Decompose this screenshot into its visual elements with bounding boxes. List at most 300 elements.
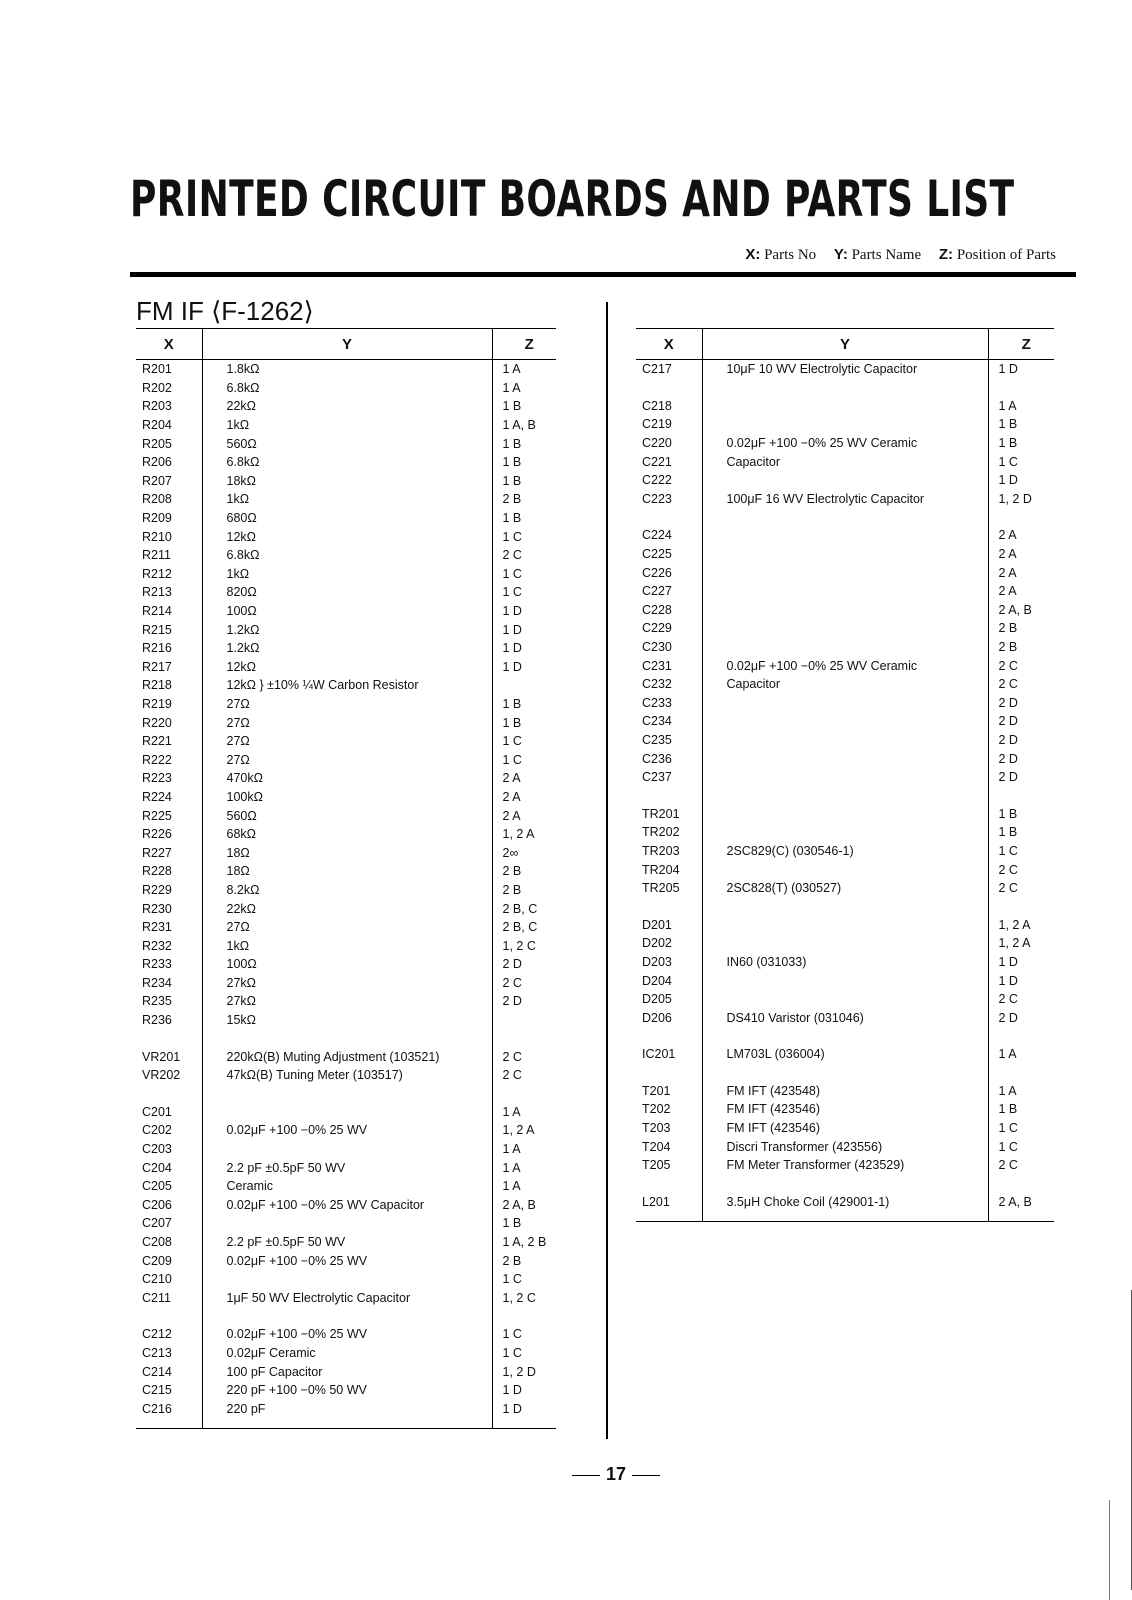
part-position: 1 A xyxy=(492,1177,556,1196)
part-position: 2 B xyxy=(988,638,1054,657)
part-position: 1 A, 2 B xyxy=(492,1233,556,1252)
table-row xyxy=(136,527,556,546)
part-name xyxy=(702,526,988,545)
header-rule xyxy=(130,272,1076,277)
part-name: 3.5μH Choke Coil (429001-1) xyxy=(702,1193,988,1212)
part-position: 2 A xyxy=(988,563,1054,582)
part-name: Discri Transformer (423556) xyxy=(702,1137,988,1156)
part-name: 27Ω xyxy=(202,713,492,732)
part-number: TR203 xyxy=(642,843,680,858)
parts-table-left xyxy=(136,328,556,1429)
part-position: 1 A, B xyxy=(492,416,556,435)
part-position: 1 D xyxy=(988,953,1054,972)
part-position: 1, 2 C xyxy=(492,1289,556,1308)
part-position: 1 D xyxy=(988,360,1054,379)
part-position: 2 C xyxy=(988,1156,1054,1175)
table-row xyxy=(136,1381,556,1400)
table-row xyxy=(136,397,556,416)
part-name: 22kΩ xyxy=(202,397,492,416)
table-row xyxy=(636,1082,1054,1101)
part-name xyxy=(702,971,988,990)
part-number xyxy=(136,1029,202,1047)
part-number: C208 xyxy=(142,1235,172,1250)
table-row xyxy=(136,732,556,751)
part-number: R236 xyxy=(142,1013,172,1028)
part-number: R215 xyxy=(142,622,172,637)
part-position: 2 A xyxy=(988,582,1054,601)
part-number: C220 xyxy=(642,436,672,451)
part-number: C203 xyxy=(142,1142,172,1157)
table-row xyxy=(136,1085,556,1103)
table-row xyxy=(136,658,556,677)
part-number: R207 xyxy=(142,473,172,488)
part-number: C212 xyxy=(142,1327,172,1342)
part-position: 1, 2 A xyxy=(988,915,1054,934)
part-name: 6.8kΩ xyxy=(202,546,492,565)
part-number: R212 xyxy=(142,566,172,581)
part-number: C217 xyxy=(642,362,672,377)
table-row xyxy=(636,619,1054,638)
table-row xyxy=(636,434,1054,453)
part-position: 2 C xyxy=(988,656,1054,675)
part-position: 1 D xyxy=(988,971,1054,990)
part-number: R229 xyxy=(142,882,172,897)
part-number: C202 xyxy=(142,1123,172,1138)
part-position: 2 A xyxy=(492,769,556,788)
part-name xyxy=(202,1103,492,1122)
part-position: 1, 2 D xyxy=(988,490,1054,509)
part-position: 1 B xyxy=(492,713,556,732)
part-number: R211 xyxy=(142,548,171,563)
part-position: 2 B xyxy=(492,881,556,900)
part-number: C228 xyxy=(642,602,672,617)
part-position: 2 A xyxy=(988,526,1054,545)
part-position: 2 D xyxy=(492,955,556,974)
part-number xyxy=(636,786,702,804)
part-name: Capacitor xyxy=(702,675,988,694)
part-number: C213 xyxy=(142,1345,172,1360)
part-number: T203 xyxy=(642,1121,671,1136)
table-row xyxy=(636,768,1054,787)
part-position: 1, 2 A xyxy=(492,1121,556,1140)
part-position: 1, 2 A xyxy=(492,825,556,844)
part-name: 1kΩ xyxy=(202,565,492,584)
part-position xyxy=(492,1307,556,1325)
part-position: 1 C xyxy=(492,1344,556,1363)
part-name xyxy=(702,471,988,490)
part-position: 1 A xyxy=(492,1158,556,1177)
part-name: 15kΩ xyxy=(202,1011,492,1030)
part-position: 1, 2 C xyxy=(492,936,556,955)
table-row xyxy=(136,620,556,639)
part-position: 1 B xyxy=(492,453,556,472)
part-number: VR201 xyxy=(142,1049,181,1064)
table-row xyxy=(136,750,556,769)
part-position: 1 B xyxy=(988,1100,1054,1119)
part-number: C201 xyxy=(142,1104,172,1119)
part-number: R226 xyxy=(142,827,172,842)
part-number: C226 xyxy=(642,565,672,580)
page-number: 17 xyxy=(566,1464,666,1485)
table-row xyxy=(136,1196,556,1215)
table-row xyxy=(636,490,1054,509)
part-position: 1 B xyxy=(492,695,556,714)
part-position: 1 C xyxy=(988,452,1054,471)
part-number: C235 xyxy=(642,732,672,747)
part-number: C223 xyxy=(642,491,672,506)
part-name: 100μF 16 WV Electrolytic Capacitor xyxy=(702,490,988,509)
part-name xyxy=(702,731,988,750)
table-row xyxy=(636,1175,1054,1193)
part-name: 68kΩ xyxy=(202,825,492,844)
part-position: 1 A xyxy=(492,379,556,398)
part-name: 820Ω xyxy=(202,583,492,602)
part-name: FM IFT (423548) xyxy=(702,1082,988,1101)
part-position: 2 A, B xyxy=(988,1193,1054,1212)
table-bottom-cell xyxy=(702,1211,988,1222)
table-row xyxy=(136,1251,556,1270)
table-row xyxy=(636,379,1054,397)
part-name xyxy=(702,915,988,934)
part-position: 1 A xyxy=(988,1082,1054,1101)
part-position: 2 D xyxy=(492,992,556,1011)
part-number xyxy=(636,1027,702,1045)
table-row xyxy=(636,452,1054,471)
table-row xyxy=(136,565,556,584)
table-row xyxy=(136,639,556,658)
part-number: C211 xyxy=(142,1290,171,1305)
part-name xyxy=(202,1085,492,1103)
part-number: R219 xyxy=(142,696,172,711)
table-row xyxy=(136,490,556,509)
part-position: 2 C xyxy=(492,546,556,565)
part-number xyxy=(136,1307,202,1325)
part-name: 1kΩ xyxy=(202,490,492,509)
part-number: R218 xyxy=(142,678,172,693)
part-number: TR202 xyxy=(642,825,680,840)
part-number: D202 xyxy=(642,936,672,951)
table-row xyxy=(136,695,556,714)
part-number: D203 xyxy=(642,954,672,969)
part-name xyxy=(702,415,988,434)
legend-y-key: Y: xyxy=(833,246,848,263)
part-number: VR202 xyxy=(142,1068,181,1083)
part-name: 27kΩ xyxy=(202,992,492,1011)
part-name: 560Ω xyxy=(202,806,492,825)
part-name: 0.02μF +100 −0% 25 WV Capacitor xyxy=(202,1196,492,1215)
part-name xyxy=(702,1027,988,1045)
scan-edge xyxy=(1109,1500,1110,1600)
part-number: C218 xyxy=(642,398,672,413)
part-position xyxy=(988,508,1054,526)
part-number xyxy=(636,379,702,397)
part-name: 0.02μF Ceramic xyxy=(202,1344,492,1363)
part-number: C230 xyxy=(642,640,672,655)
part-number xyxy=(636,508,702,526)
part-number: R205 xyxy=(142,436,172,451)
section-title: FM IF ⟨F-1262⟩ xyxy=(136,296,314,326)
part-position: 1 D xyxy=(988,471,1054,490)
part-name: 1kΩ xyxy=(202,416,492,435)
part-name xyxy=(702,712,988,731)
part-position: 2 C xyxy=(988,675,1054,694)
table-row xyxy=(636,656,1054,675)
part-number: R228 xyxy=(142,864,172,879)
part-position: 1 C xyxy=(492,1325,556,1344)
part-name xyxy=(702,508,988,526)
table-row xyxy=(636,526,1054,545)
part-number: R233 xyxy=(142,957,172,972)
part-name xyxy=(702,619,988,638)
part-number: C229 xyxy=(642,621,672,636)
table-row xyxy=(136,788,556,807)
table-row xyxy=(636,563,1054,582)
part-number: C206 xyxy=(142,1197,172,1212)
table-row xyxy=(136,1325,556,1344)
part-position: 1 C xyxy=(492,583,556,602)
part-name xyxy=(702,786,988,804)
part-name: 1μF 50 WV Electrolytic Capacitor xyxy=(202,1289,492,1308)
part-position: 2 C xyxy=(988,990,1054,1009)
table-row xyxy=(136,1362,556,1381)
part-position: 1 B xyxy=(988,804,1054,823)
table-row xyxy=(136,472,556,491)
col-header-y: Y xyxy=(202,329,492,360)
part-name xyxy=(702,1064,988,1082)
part-number: T201 xyxy=(642,1083,671,1098)
part-number: R223 xyxy=(142,771,172,786)
part-position: 1 A xyxy=(492,360,556,379)
table-row xyxy=(636,731,1054,750)
part-number: C209 xyxy=(142,1253,172,1268)
part-number: C232 xyxy=(642,677,672,692)
table-row xyxy=(136,1029,556,1047)
part-number: C224 xyxy=(642,528,672,543)
part-name xyxy=(702,990,988,1009)
parts-table-right xyxy=(636,328,1054,1222)
part-name: 100kΩ xyxy=(202,788,492,807)
part-position: 1 C xyxy=(492,527,556,546)
part-number: C225 xyxy=(642,547,672,562)
part-name xyxy=(702,804,988,823)
part-number: C210 xyxy=(142,1272,172,1287)
part-position: 2 C xyxy=(492,974,556,993)
part-name xyxy=(702,379,988,397)
table-row xyxy=(636,823,1054,842)
part-number: C233 xyxy=(642,695,672,710)
part-position: 2 A xyxy=(492,806,556,825)
table-row xyxy=(636,397,1054,416)
part-position: 1 C xyxy=(492,732,556,751)
part-name xyxy=(702,860,988,879)
table-row xyxy=(636,879,1054,898)
table-row xyxy=(636,601,1054,620)
part-number: C215 xyxy=(142,1383,172,1398)
part-number: R217 xyxy=(142,659,172,674)
part-number: C222 xyxy=(642,473,672,488)
table-bottom-rule xyxy=(136,1418,556,1429)
part-name xyxy=(202,1214,492,1233)
table-row xyxy=(136,1344,556,1363)
table-row xyxy=(636,1100,1054,1119)
part-name xyxy=(702,694,988,713)
part-position: 2 D xyxy=(988,1008,1054,1027)
part-position: 2 D xyxy=(988,768,1054,787)
parts-table-left-body xyxy=(136,360,556,1429)
part-position: 2 D xyxy=(988,694,1054,713)
part-name: 27Ω xyxy=(202,732,492,751)
part-name: 0.02μF +100 −0% 25 WV Ceramic xyxy=(702,656,988,675)
part-name: 100 pF Capacitor xyxy=(202,1362,492,1381)
legend-x-text: Parts No xyxy=(764,247,817,263)
table-row xyxy=(636,1064,1054,1082)
part-name: 0.02μF +100 −0% 25 WV xyxy=(202,1325,492,1344)
part-number: R203 xyxy=(142,399,172,414)
table-row xyxy=(136,602,556,621)
part-name xyxy=(702,601,988,620)
part-name: 1.8kΩ xyxy=(202,360,492,379)
part-position: 2 C xyxy=(492,1066,556,1085)
table-row xyxy=(136,453,556,472)
part-name: Capacitor xyxy=(702,452,988,471)
part-name xyxy=(202,1307,492,1325)
table-row xyxy=(136,546,556,565)
table-row xyxy=(636,545,1054,564)
part-number: R202 xyxy=(142,380,172,395)
table-row xyxy=(136,1399,556,1418)
table-bottom-cell xyxy=(136,1418,202,1429)
part-number: R221 xyxy=(142,734,172,749)
part-name xyxy=(202,1270,492,1289)
table-row xyxy=(136,1233,556,1252)
part-position xyxy=(492,1011,556,1030)
part-position: 1 B xyxy=(988,415,1054,434)
part-position: 2 D xyxy=(988,749,1054,768)
part-position: 2∞ xyxy=(492,843,556,862)
part-number: C231 xyxy=(642,658,672,673)
part-number xyxy=(136,1085,202,1103)
table-row xyxy=(136,1177,556,1196)
part-position: 2 B xyxy=(988,619,1054,638)
part-name: 220 pF xyxy=(202,1399,492,1418)
table-row xyxy=(636,990,1054,1009)
table-row xyxy=(136,1214,556,1233)
part-name: 2.2 pF ±0.5pF 50 WV xyxy=(202,1158,492,1177)
part-number: IC201 xyxy=(642,1047,676,1062)
table-row xyxy=(136,583,556,602)
table-row xyxy=(636,749,1054,768)
part-name: FM IFT (423546) xyxy=(702,1119,988,1138)
part-name: DS410 Varistor (031046) xyxy=(702,1008,988,1027)
table-row xyxy=(636,675,1054,694)
table-row xyxy=(636,471,1054,490)
part-name: 6.8kΩ xyxy=(202,453,492,472)
part-number: TR204 xyxy=(642,862,680,877)
parts-table-right-body xyxy=(636,360,1054,1222)
table-row xyxy=(636,712,1054,731)
part-number: R232 xyxy=(142,938,172,953)
part-position: 1 C xyxy=(492,565,556,584)
part-name: 18kΩ xyxy=(202,472,492,491)
table-row xyxy=(636,1193,1054,1212)
part-name xyxy=(702,1175,988,1193)
table-row xyxy=(636,1156,1054,1175)
part-number: C234 xyxy=(642,714,672,729)
part-number xyxy=(636,897,702,915)
part-number: R231 xyxy=(142,920,172,935)
part-number: R227 xyxy=(142,845,172,860)
part-position: 1 D xyxy=(492,602,556,621)
part-name xyxy=(702,934,988,953)
part-number: D206 xyxy=(642,1010,672,1025)
table-row xyxy=(136,806,556,825)
part-name: 470kΩ xyxy=(202,769,492,788)
table-row xyxy=(136,1140,556,1159)
part-number: C216 xyxy=(142,1401,172,1416)
part-position xyxy=(492,1085,556,1103)
part-position: 1, 2 D xyxy=(492,1362,556,1381)
part-number: R224 xyxy=(142,789,172,804)
part-name: 100Ω xyxy=(202,602,492,621)
table-row xyxy=(136,881,556,900)
part-name: 18Ω xyxy=(202,843,492,862)
part-position: 1, 2 A xyxy=(988,934,1054,953)
part-position: 2 B xyxy=(492,1251,556,1270)
part-name: 560Ω xyxy=(202,434,492,453)
part-position: 2 A xyxy=(988,545,1054,564)
part-position: 1 B xyxy=(492,397,556,416)
page-title: PRINTED CIRCUIT BOARDS AND PARTS LIST xyxy=(130,170,1015,228)
part-position xyxy=(988,379,1054,397)
part-position: 2 B xyxy=(492,490,556,509)
part-position: 2 A, B xyxy=(988,601,1054,620)
part-name: 220 pF +100 −0% 50 WV xyxy=(202,1381,492,1400)
part-number: R235 xyxy=(142,994,172,1009)
part-name: 0.02μF +100 −0% 25 WV xyxy=(202,1121,492,1140)
part-position: 1 A xyxy=(988,397,1054,416)
part-name xyxy=(702,749,988,768)
table-row xyxy=(636,786,1054,804)
table-row xyxy=(136,713,556,732)
table-row xyxy=(636,934,1054,953)
part-number: R230 xyxy=(142,901,172,916)
table-row xyxy=(136,434,556,453)
part-name: 27Ω xyxy=(202,695,492,714)
part-name: 220kΩ(B) Muting Adjustment (103521) xyxy=(202,1047,492,1066)
part-position: 1 B xyxy=(492,509,556,528)
part-number: T204 xyxy=(642,1139,671,1154)
part-position: 1 D xyxy=(492,639,556,658)
table-row xyxy=(636,508,1054,526)
part-name: 1kΩ xyxy=(202,936,492,955)
part-name xyxy=(702,638,988,657)
part-position: 1 C xyxy=(988,842,1054,861)
part-number: R209 xyxy=(142,511,172,526)
table-row xyxy=(136,416,556,435)
part-position xyxy=(988,897,1054,915)
table-row xyxy=(136,769,556,788)
part-position: 1 C xyxy=(988,1119,1054,1138)
part-number: C207 xyxy=(142,1216,172,1231)
table-row xyxy=(136,1270,556,1289)
part-number: D201 xyxy=(642,917,672,932)
table-bottom-cell xyxy=(202,1418,492,1429)
table-bottom-cell xyxy=(636,1211,702,1222)
part-name xyxy=(702,563,988,582)
part-number: TR205 xyxy=(642,881,680,896)
part-position xyxy=(492,1029,556,1047)
legend-z-text: Position of Parts xyxy=(956,247,1056,263)
